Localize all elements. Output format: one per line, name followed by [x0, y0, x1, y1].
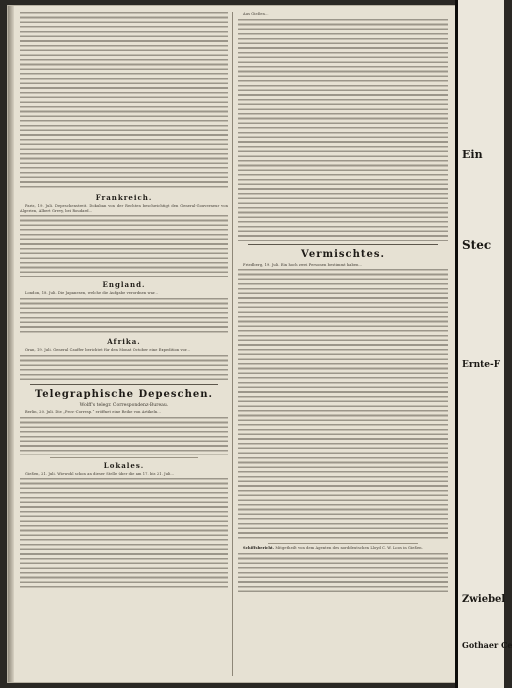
section-heading-vermischtes: Vermischtes. — [301, 248, 385, 260]
section-subheading: Wolff's telegr. Correspondenz-Bureau. — [79, 402, 169, 408]
paragraph: Friedberg, 19. Juli. Ein hoch zwei Personen bestimmt haben... — [243, 262, 363, 267]
page-binding-edge — [8, 6, 14, 682]
paragraph: Aus Gießen... — [243, 12, 269, 16]
filler-text — [238, 19, 448, 241]
filler-text — [20, 12, 228, 190]
shipping-report — [238, 546, 448, 551]
strip-word: Ernte-F — [462, 360, 501, 370]
section-heading-depeschen: Telegraphische Depeschen. — [35, 388, 213, 400]
rule — [50, 457, 198, 458]
rule — [268, 543, 418, 544]
filler-text — [20, 355, 228, 381]
strip-word: Zwiebel — [462, 594, 506, 605]
filler-text — [238, 269, 448, 541]
paragraph: Oran, 19. Juli. General Cauffer berichtet für den Monat October eine Expedition vor... — [25, 348, 191, 353]
left-column — [20, 12, 228, 676]
middle-column — [238, 12, 448, 676]
strip-word: Stec — [462, 238, 492, 252]
filler-text — [20, 478, 228, 588]
section-heading-frankreich: Frankreich. — [95, 193, 153, 202]
section-heading-afrika: Afrika. — [107, 337, 141, 347]
adjacent-page-strip — [458, 0, 512, 688]
column-divider — [232, 12, 233, 676]
shipping-text: Mitgetheilt von dem Agenten des norddeutschen Lloyd C. W. Loos in Gießen. — [275, 546, 423, 551]
strip-word: Ein — [462, 148, 483, 161]
paragraph: Paris, 19. Juli. Depeschenstreit. Dokuban von der Rechten beschwichtigt den General-Gouverneur von Algerien, Albert Grevy, bei Roudard... — [20, 204, 228, 213]
filler-text — [238, 553, 448, 593]
strip-word: Gothaer Ce — [462, 640, 512, 650]
newspaper-page — [8, 6, 456, 682]
filler-text — [20, 215, 228, 277]
paragraph: Berlin, 20. Juli. Die „Prov.-Corresp.“ eröffnet eine Reihe von Artikeln... — [25, 409, 162, 414]
paragraph: Gießen, 21. Juli. Wiewohl schon an dieser Stelle über die am 17. bis 21. Juli... — [25, 471, 175, 476]
rule — [30, 384, 218, 385]
section-heading-england: England. — [102, 280, 146, 290]
filler-text — [20, 298, 228, 334]
paragraph: London, 18. Juli. Die Japanesen, welche die Aufgabe verordnen war... — [25, 291, 159, 296]
filler-text — [20, 417, 228, 455]
shipping-heading: Schiffsbericht. — [243, 546, 275, 551]
rule — [248, 244, 438, 245]
section-heading-lokales: Lokales. — [103, 460, 145, 470]
